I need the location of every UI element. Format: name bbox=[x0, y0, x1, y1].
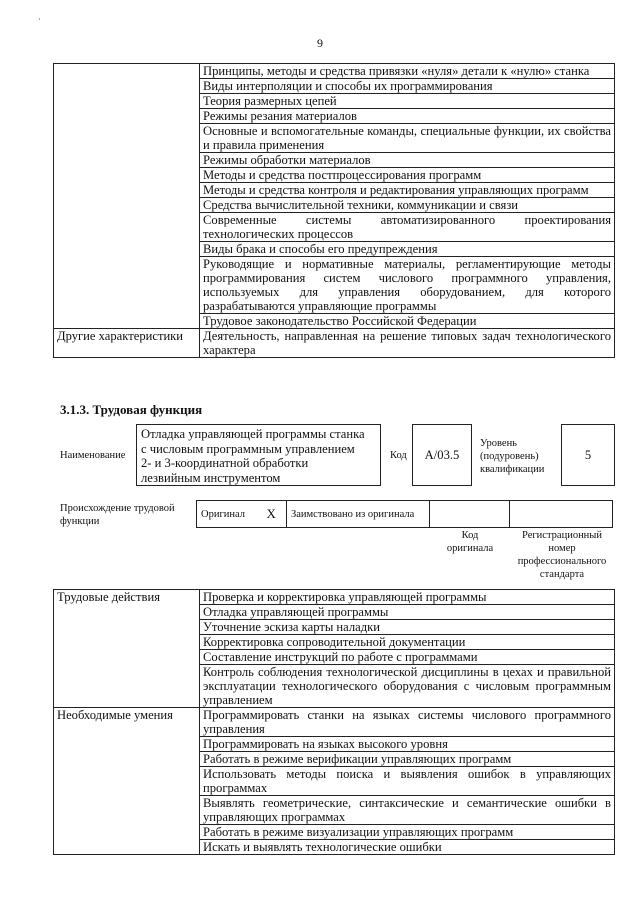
function-name-line: Отладка управляющей программы станка bbox=[141, 427, 365, 441]
regnum-caption bbox=[510, 529, 614, 581]
table-cell: Работать в режиме визуализации управляющих программ bbox=[200, 825, 615, 840]
original-mark: X bbox=[257, 501, 287, 528]
table-cell: Виды интерполяции и способы их программирования bbox=[200, 79, 615, 94]
borrowed-label: Заимствовано из оригинала bbox=[287, 501, 430, 528]
level-label-line: (подуровень) bbox=[480, 451, 539, 462]
table-cell: Виды брака и способы его предупреждения bbox=[200, 242, 615, 257]
table-cell: Выявлять геометрические, синтаксические и семантические ошибки в управляющих программах bbox=[200, 796, 615, 825]
table-cell: Составление инструкций по работе с программами bbox=[200, 650, 615, 665]
table-cell: Трудовое законодательство Российской Федерации bbox=[200, 314, 615, 329]
table-row bbox=[54, 708, 615, 737]
page-number: 9 bbox=[317, 36, 323, 50]
table-cell: Проверка и корректировка управляющей программы bbox=[200, 590, 615, 605]
original-code-cell bbox=[430, 501, 510, 528]
regnum-cell bbox=[510, 501, 613, 528]
table-cell: Отладка управляющей программы bbox=[200, 605, 615, 620]
table-cell: Контроль соблюдения технологической дисциплины в цехах и правильной эксплуатации технологического оборудования с числовым программным управлением bbox=[200, 665, 615, 708]
other-characteristics-label: Другие характеристики bbox=[54, 329, 200, 358]
origin-table bbox=[196, 500, 613, 528]
level-label-line: Уровень bbox=[480, 438, 517, 449]
empty-label-cell bbox=[54, 64, 200, 329]
table-cell: Основные и вспомогательные команды, специальные функции, их свойства и правила применения bbox=[200, 124, 615, 153]
table-cell: Корректировка сопроводительной документации bbox=[200, 635, 615, 650]
regnum-caption-line: профессионального bbox=[517, 556, 607, 567]
function-name-box bbox=[136, 424, 381, 486]
function-name-line: 2- и 3-координатной обработки bbox=[141, 456, 309, 470]
knowledge-table bbox=[53, 63, 615, 358]
table-cell: Искать и выявлять технологические ошибки bbox=[200, 840, 615, 855]
code-caption bbox=[430, 529, 510, 555]
corner-mark: · bbox=[38, 14, 41, 24]
code-caption-line: Код bbox=[461, 530, 479, 541]
table-cell: Режимы обработки материалов bbox=[200, 153, 615, 168]
table-cell: Принципы, методы и средства привязки «нуля» детали к «нулю» станка bbox=[200, 64, 615, 79]
function-name-line: с числовым программным управлением bbox=[141, 441, 355, 456]
function-name-line: лезвийным инструментом bbox=[141, 470, 281, 485]
code-label: Код bbox=[390, 450, 407, 461]
regnum-caption-line: Регистрационный bbox=[522, 530, 602, 541]
skills-label: Необходимые умения bbox=[54, 708, 200, 855]
origin-label bbox=[60, 502, 175, 528]
original-label: Оригинал bbox=[197, 501, 257, 528]
labor-table bbox=[53, 589, 615, 855]
table-cell: Руководящие и нормативные материалы, регламентирующие методы программирования систем числового программного управления, используемых для управления оборудованием, для которого разрабатываются управляющие программы bbox=[200, 257, 615, 314]
labor-actions-label: Трудовые действия bbox=[54, 590, 200, 708]
code-value: A/03.5 bbox=[424, 447, 460, 462]
code-box bbox=[412, 424, 472, 486]
table-cell: Использовать методы поиска и выявления ошибок в управляющих программах bbox=[200, 767, 615, 796]
table-row bbox=[54, 329, 615, 358]
level-value: 5 bbox=[584, 447, 592, 462]
origin-label-line: функции bbox=[60, 516, 100, 527]
origin-label-line: Происхождение трудовой bbox=[60, 503, 175, 514]
name-label: Наименование bbox=[60, 450, 126, 461]
code-caption-line: оригинала bbox=[446, 543, 494, 554]
table-row bbox=[54, 64, 615, 79]
table-cell: Работать в режиме верификации управляющих программ bbox=[200, 752, 615, 767]
table-cell: Средства вычислительной техники, коммуникации и связи bbox=[200, 198, 615, 213]
table-cell: Программировать на языках высокого уровня bbox=[200, 737, 615, 752]
table-cell: Режимы резания материалов bbox=[200, 109, 615, 124]
table-row bbox=[54, 590, 615, 605]
level-label bbox=[480, 437, 544, 476]
section-title: 3.1.3. Трудовая функция bbox=[60, 402, 203, 417]
regnum-caption-line: стандарта bbox=[539, 569, 585, 580]
table-cell: Программировать станки на языках системы числового программного управления bbox=[200, 708, 615, 737]
table-cell: Теория размерных цепей bbox=[200, 94, 615, 109]
level-box bbox=[561, 424, 615, 486]
table-cell: Современные системы автоматизированного проектирования технологических процессов bbox=[200, 213, 615, 242]
table-cell: Уточнение эскиза карты наладки bbox=[200, 620, 615, 635]
regnum-caption-line: номер bbox=[548, 543, 576, 554]
table-cell: Методы и средства контроля и редактирования управляющих программ bbox=[200, 183, 615, 198]
level-label-line: квалификации bbox=[480, 464, 545, 475]
other-characteristics-value: Деятельность, направленная на решение типовых задач технологического характера bbox=[200, 329, 615, 358]
table-cell: Методы и средства постпроцессирования программ bbox=[200, 168, 615, 183]
table-row bbox=[197, 501, 613, 528]
